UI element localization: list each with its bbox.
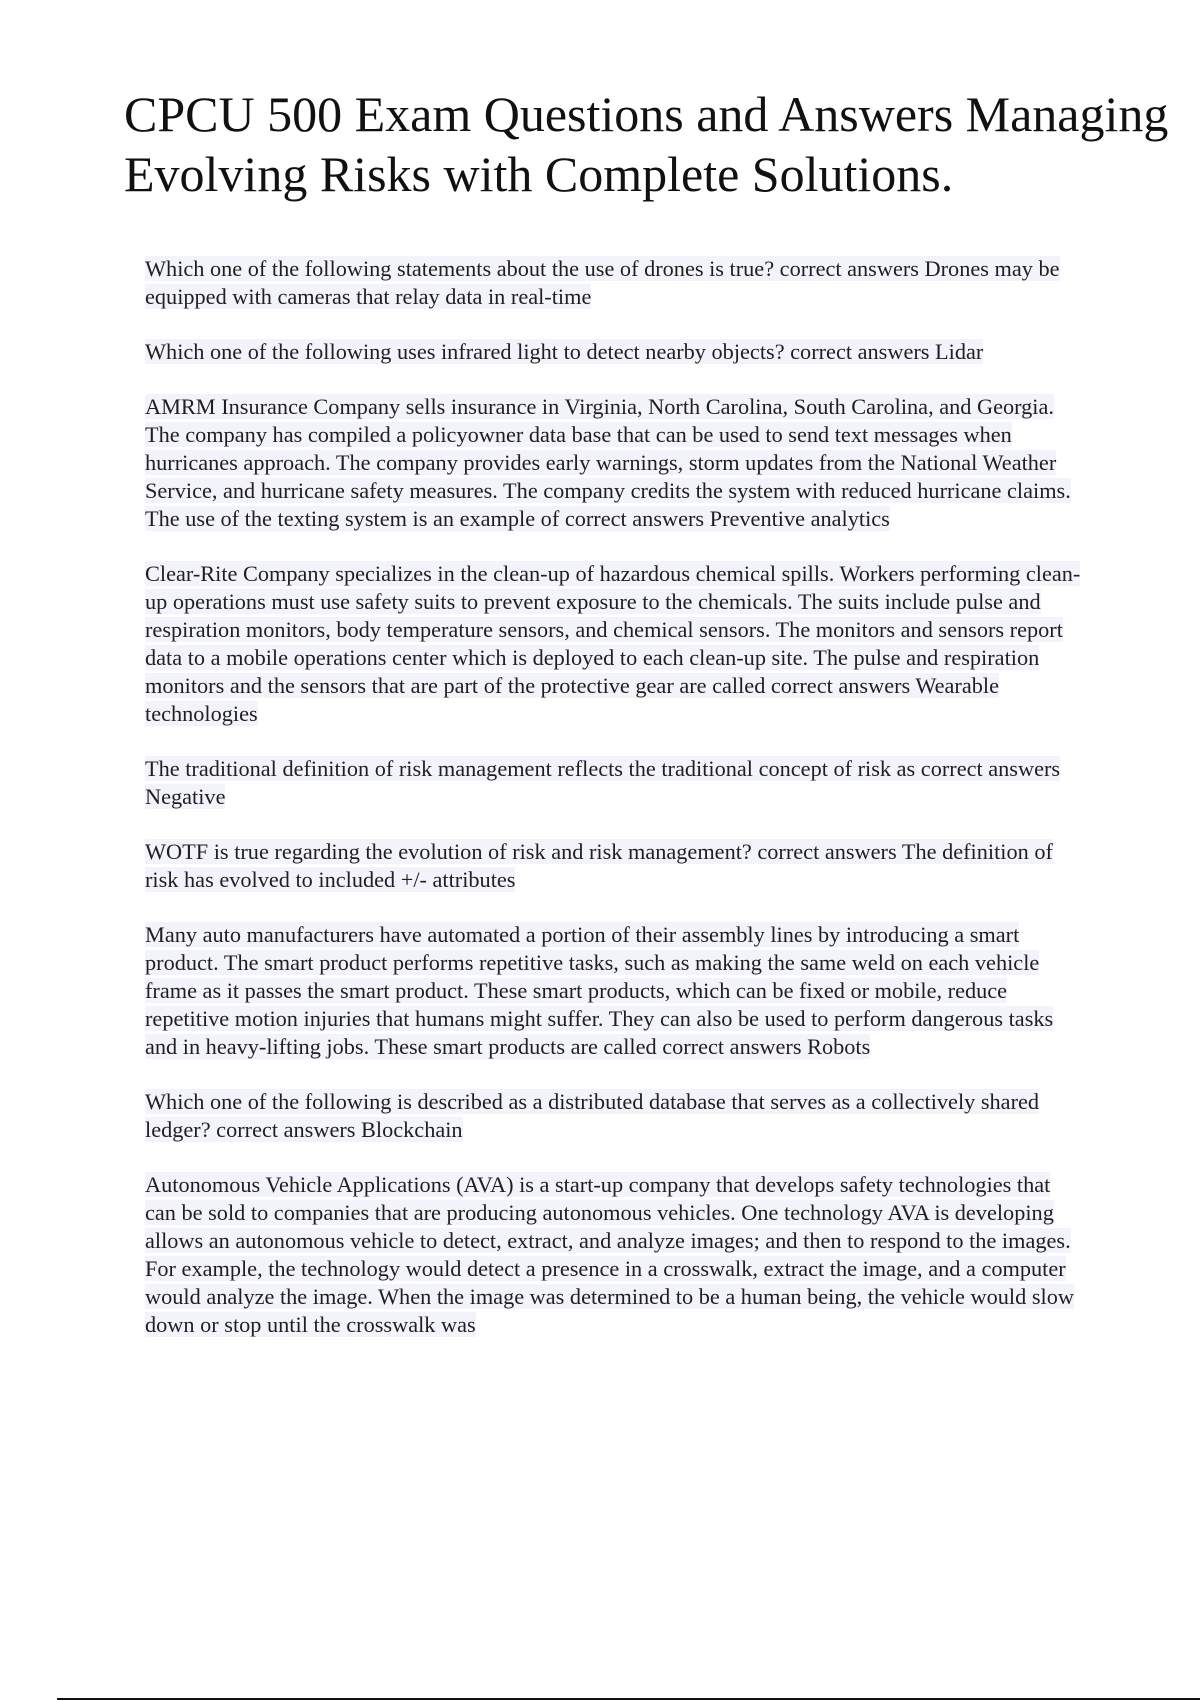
- qa-item-amrm: [145, 393, 1085, 533]
- qa-item-text: AMRM Insurance Company sells insurance in Virginia, North Carolina, South Carolina, and Georgia. The company has compiled a policyowner data base that can be used to send text messages when hurricanes approach. The company provides early warnings, storm updates from the National Weather Service, and hurricane safety measures. The company credits the system with reduced hurricane claims. The use of the texting system is an example of correct answers Preventive analytics: [145, 394, 1071, 531]
- qa-item-lidar: [145, 338, 1085, 366]
- page-title-line-1: CPCU 500 Exam Questions and Answers Managing: [124, 86, 1169, 142]
- qa-item-text: Which one of the following statements about the use of drones is true? correct answers Drones may be equipped with cameras that relay data in real-time: [145, 256, 1060, 309]
- qa-item-text: Which one of the following is described as a distributed database that serves as a collectively shared ledger? correct answers Blockchain: [145, 1089, 1040, 1142]
- qa-item-text: Clear-Rite Company specializes in the clean-up of hazardous chemical spills. Workers performing clean-up operations must use safety suits to prevent exposure to the chemicals. The suits include pulse and respiration monitors, body temperature sensors, and chemical sensors. The monitors and sensors report data to a mobile operations center which is deployed to each clean-up site. The pulse and respiration monitors and the sensors that are part of the protective gear are called correct answers Wearable technologies: [145, 561, 1081, 726]
- qa-item-text: Which one of the following uses infrared light to detect nearby objects? correct answers Lidar: [145, 339, 984, 364]
- qa-item-text: Autonomous Vehicle Applications (AVA) is a start-up company that develops safety technologies that can be sold to companies that are producing autonomous vehicles. One technology AVA is developing allows an autonomous vehicle to detect, extract, and analyze images; and then to respond to the images. For example, the technology would detect a presence in a crosswalk, extract the image, and a computer would analyze the image. When the image was determined to be a human being, the vehicle would slow down or stop until the crosswalk was: [145, 1172, 1074, 1337]
- qa-item-wotf: [145, 838, 1085, 894]
- qa-list: [145, 255, 1085, 1366]
- qa-item-text: The traditional definition of risk management reflects the traditional concept of risk as correct answers Negative: [145, 756, 1061, 809]
- qa-item-traditional-risk: [145, 755, 1085, 811]
- qa-item-text: WOTF is true regarding the evolution of risk and risk management? correct answers The definition of risk has evolved to included +/- attributes: [145, 839, 1053, 892]
- qa-item-drones: [145, 255, 1085, 311]
- qa-item-text: Many auto manufacturers have automated a portion of their assembly lines by introducing a smart product. The smart product performs repetitive tasks, such as making the same weld on each vehicle frame as it passes the smart product. These smart products, which can be fixed or mobile, reduce repetitive motion injuries that humans might suffer. They can also be used to perform dangerous tasks and in heavy-lifting jobs. These smart products are called correct answers Robots: [145, 922, 1054, 1059]
- qa-item-robots: [145, 921, 1085, 1061]
- page-title: [124, 84, 1200, 204]
- qa-item-ava: [145, 1171, 1085, 1339]
- qa-item-clear-rite: [145, 560, 1085, 728]
- page-title-line-2: Evolving Risks with Complete Solutions.: [124, 146, 954, 202]
- qa-item-blockchain: [145, 1088, 1085, 1144]
